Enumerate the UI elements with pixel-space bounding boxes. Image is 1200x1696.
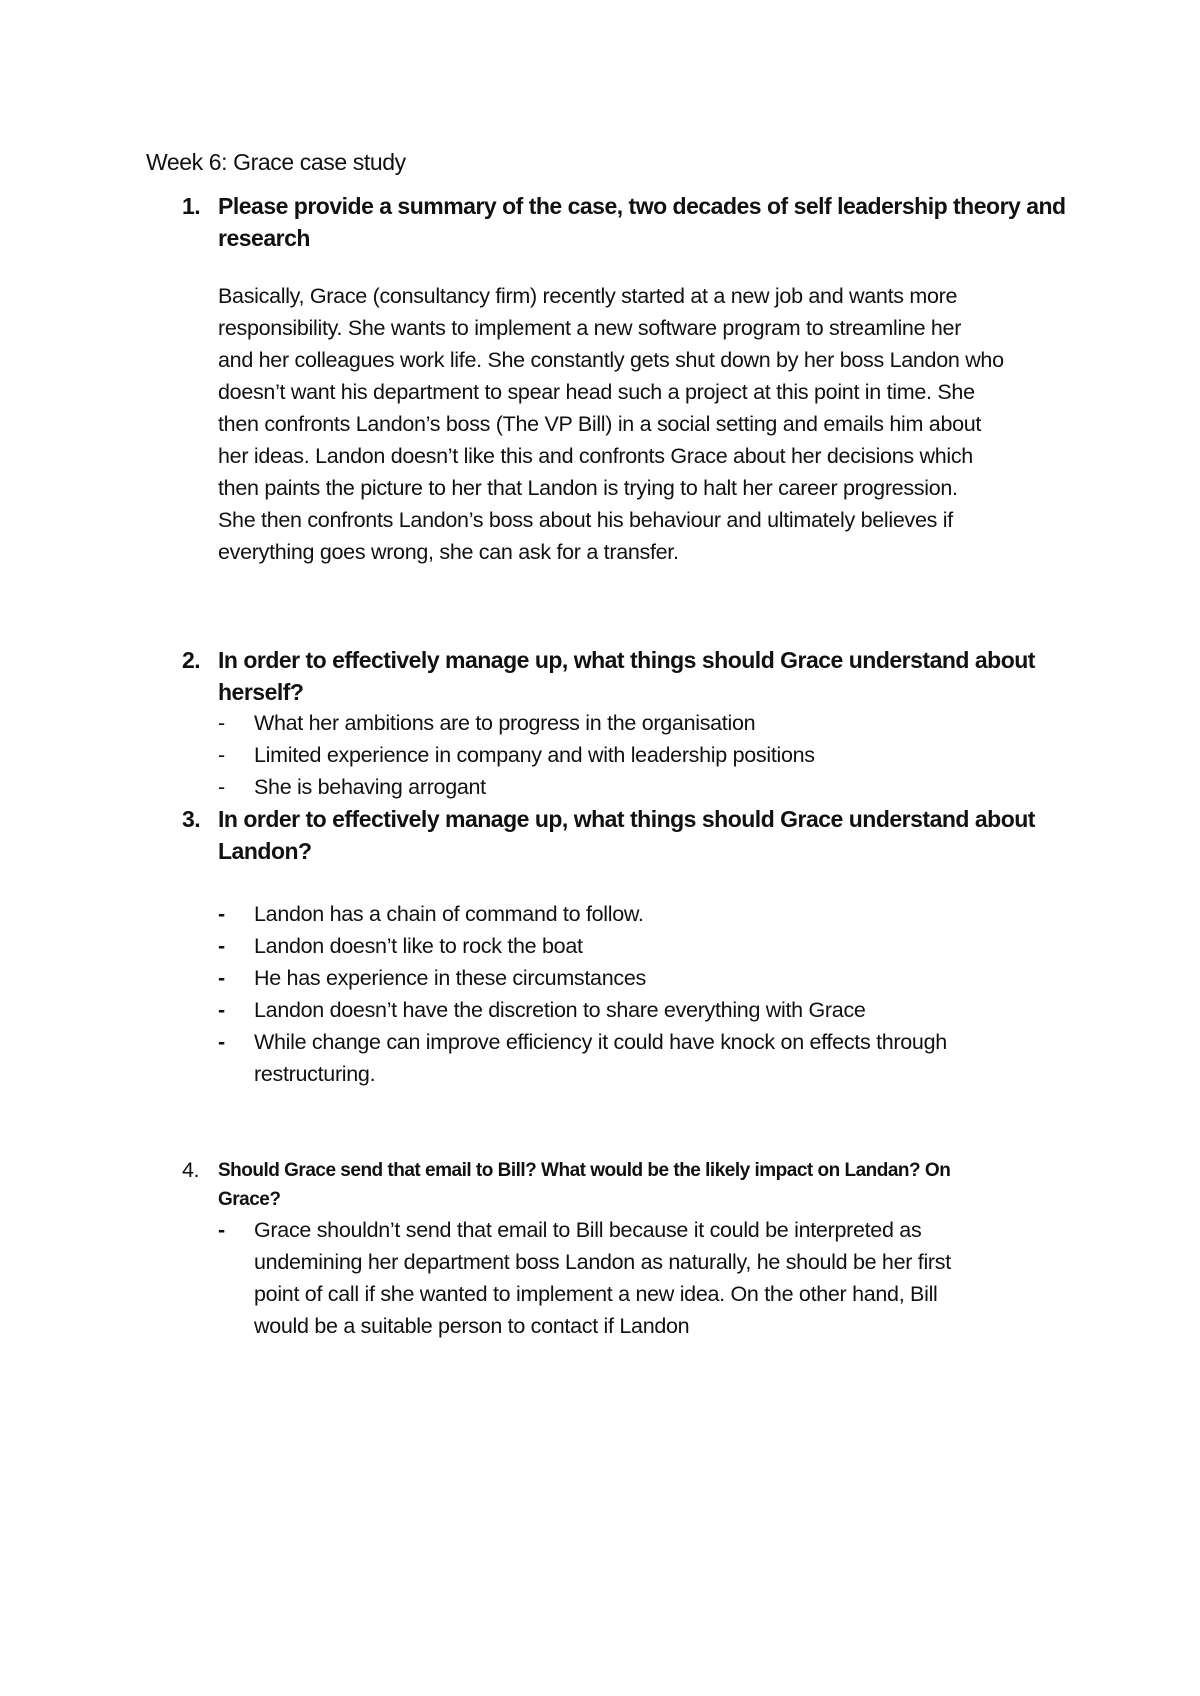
question-text: In order to effectively manage up, what things should Grace understand about Landon?: [218, 806, 1035, 864]
answer-3-list: [218, 898, 1078, 1090]
list-item: - Landon doesn’t have the discretion to share everything with Grace: [218, 994, 1078, 1026]
question-number: 4.: [182, 1158, 199, 1182]
bullet-dash: -: [218, 902, 225, 926]
question-text: Should Grace send that email to Bill? What would be the likely impact on Landan? On Grace?: [218, 1160, 951, 1210]
answer-4-list: [218, 1214, 1078, 1342]
bullet-dash: -: [218, 998, 225, 1022]
list-item: - She is behaving arrogant: [218, 771, 1078, 803]
document-title: Week 6: Grace case study: [146, 149, 406, 175]
list-item: - Limited experience in company and with leadership positions: [218, 739, 1078, 771]
question-text: Please provide a summary of the case, two decades of self leadership theory and research: [218, 193, 1066, 251]
bullet-dash: -: [218, 743, 225, 767]
list-item: - Grace shouldn’t send that email to Bill because it could be interpreted as undemining her department boss Landon as naturally, he should be her first point of call if she wanted to implement a new idea. On the other hand, Bill would be a suitable person to contact if Landon: [218, 1214, 1078, 1342]
bullet-dash: -: [218, 775, 225, 799]
question-2: [182, 644, 1062, 708]
list-item: - Landon doesn’t like to rock the boat: [218, 930, 1078, 962]
question-number: 1.: [182, 193, 201, 219]
list-item: - He has experience in these circumstances: [218, 962, 1078, 994]
question-3: [182, 803, 1062, 867]
bullet-dash: -: [218, 934, 225, 958]
bullet-dash: -: [218, 1218, 225, 1242]
question-number: 2.: [182, 647, 201, 673]
list-item: - What her ambitions are to progress in the organisation: [218, 707, 1078, 739]
bullet-dash: -: [218, 711, 225, 735]
question-text: In order to effectively manage up, what things should Grace understand about herself?: [218, 647, 1035, 705]
answer-2-list: [218, 707, 1078, 803]
list-item: - Landon has a chain of command to follow.: [218, 898, 1078, 930]
question-4: [182, 1156, 1062, 1214]
question-1: [182, 190, 1066, 254]
answer-1-paragraph: Basically, Grace (consultancy firm) recently started at a new job and wants more responsibility. She wants to implement a new software program to streamline her and her colleagues work life. She constantly gets shut down by her boss Landon who doesn’t want his department to spear head such a project at this point in time. She then confronts Landon’s boss (The VP Bill) in a social setting and emails him about her ideas. Landon doesn’t like this and confronts Grace about her decisions which then paints the picture to her that Landon is trying to halt her career progression. She then confronts Landon’s boss about his behaviour and ultimately believes if everything goes wrong, she can ask for a transfer.: [218, 284, 1004, 564]
bullet-dash: -: [218, 1030, 225, 1054]
bullet-dash: -: [218, 966, 225, 990]
list-item: - While change can improve efficiency it could have knock on effects through restructuring.: [218, 1026, 1078, 1090]
question-number: 3.: [182, 806, 201, 832]
